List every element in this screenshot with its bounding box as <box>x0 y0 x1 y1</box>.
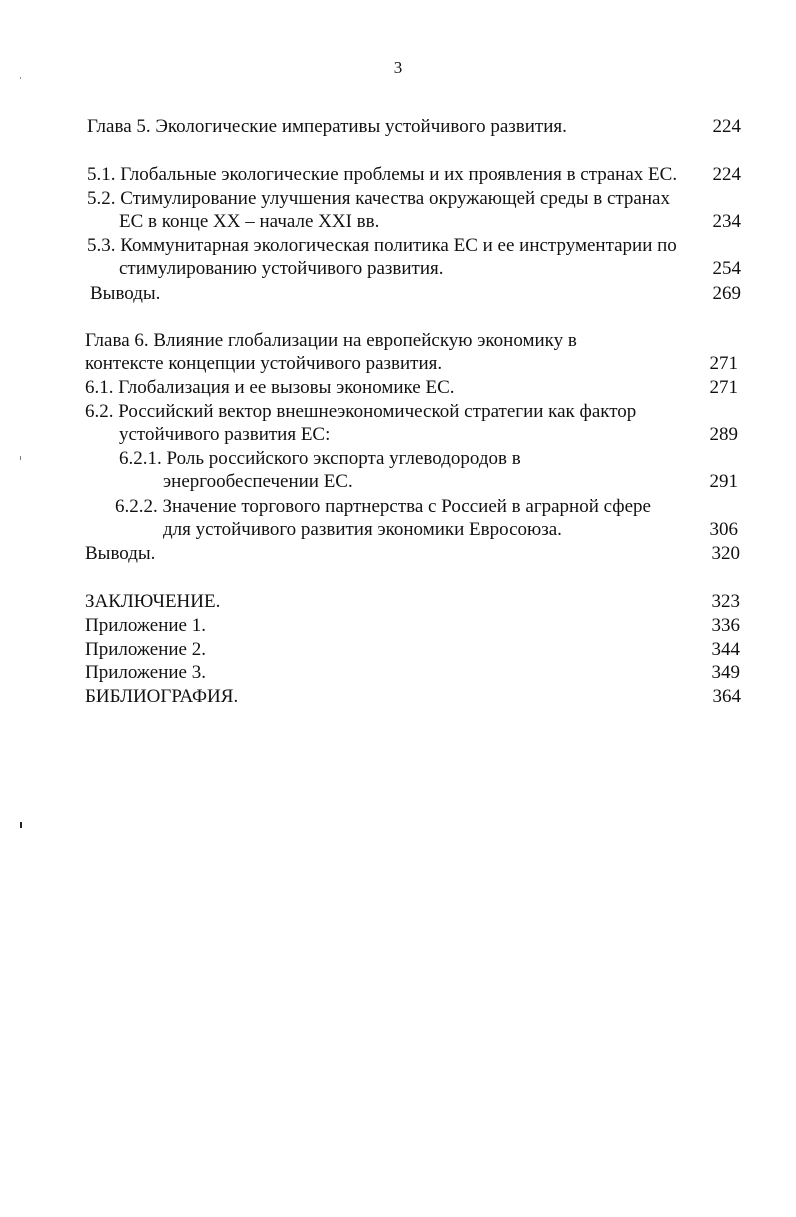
toc-page-number: 349 <box>711 662 740 683</box>
toc-entry-5-3: 5.3. Коммунитарная экологическая политика ЕС и ее инструментарии по <box>87 235 677 256</box>
toc-entry-chapter-5: Глава 5. Экологические императивы устойчивого развития. <box>87 116 567 137</box>
toc-page-number: 224 <box>712 116 741 137</box>
toc-page-number: 364 <box>712 686 741 707</box>
toc-entry-appendix-1: Приложение 1. <box>85 615 206 636</box>
toc-page-number: 336 <box>711 615 740 636</box>
toc-page-number: 271 <box>709 377 738 398</box>
toc-entry-conclusion: ЗАКЛЮЧЕНИЕ. <box>85 591 221 612</box>
toc-entry-appendix-3: Приложение 3. <box>85 662 206 683</box>
toc-entry-6-2-2-cont: для устойчивого развития экономики Евросоюза. <box>163 519 562 540</box>
scan-speck <box>20 456 21 460</box>
toc-entry-6-1: 6.1. Глобализация и ее вызовы экономике ЕС. <box>85 377 455 398</box>
toc-page-number: 320 <box>711 543 740 564</box>
toc-page-number: 344 <box>711 639 740 660</box>
toc-page-number: 291 <box>709 471 738 492</box>
toc-page-number: 323 <box>711 591 740 612</box>
toc-page-number: 289 <box>709 424 738 445</box>
scan-speck <box>20 822 22 828</box>
toc-entry-conclusions-6: Выводы. <box>85 543 156 564</box>
scan-speck <box>20 77 21 79</box>
toc-entry-conclusions-5: Выводы. <box>90 283 161 304</box>
toc-entry-6-2: 6.2. Российский вектор внешнеэкономической стратегии как фактор <box>85 401 637 422</box>
toc-entry-chapter-6-cont: контексте концепции устойчивого развития. <box>85 353 443 374</box>
toc-page-number: 306 <box>709 519 738 540</box>
toc-entry-5-3-cont: стимулированию устойчивого развития. <box>119 258 444 279</box>
toc-page-number: 224 <box>712 164 741 185</box>
toc-entry-chapter-6: Глава 6. Влияние глобализации на европейскую экономику в <box>85 330 577 351</box>
toc-entry-5-2-cont: ЕС в конце XX – начале XXI вв. <box>119 211 380 232</box>
toc-entry-6-2-2: 6.2.2. Значение торгового партнерства с Россией в аграрной сфере <box>115 496 651 517</box>
toc-entry-6-2-1: 6.2.1. Роль российского экспорта углеводородов в <box>119 448 521 469</box>
page-number: 3 <box>393 58 403 77</box>
toc-entry-5-2: 5.2. Стимулирование улучшения качества окружающей среды в странах <box>87 188 670 209</box>
toc-entry-5-1: 5.1. Глобальные экологические проблемы и их проявления в странах ЕС. <box>87 164 678 185</box>
toc-entry-appendix-2: Приложение 2. <box>85 639 206 660</box>
toc-entry-bibliography: БИБЛИОГРАФИЯ. <box>85 686 239 707</box>
toc-page-number: 269 <box>712 283 741 304</box>
toc-page-number: 271 <box>709 353 738 374</box>
toc-entry-6-2-cont: устойчивого развития ЕС: <box>119 424 331 445</box>
toc-entry-6-2-1-cont: энергообеспечении ЕС. <box>163 471 353 492</box>
toc-page-number: 234 <box>712 211 741 232</box>
toc-page-number: 254 <box>712 258 741 279</box>
